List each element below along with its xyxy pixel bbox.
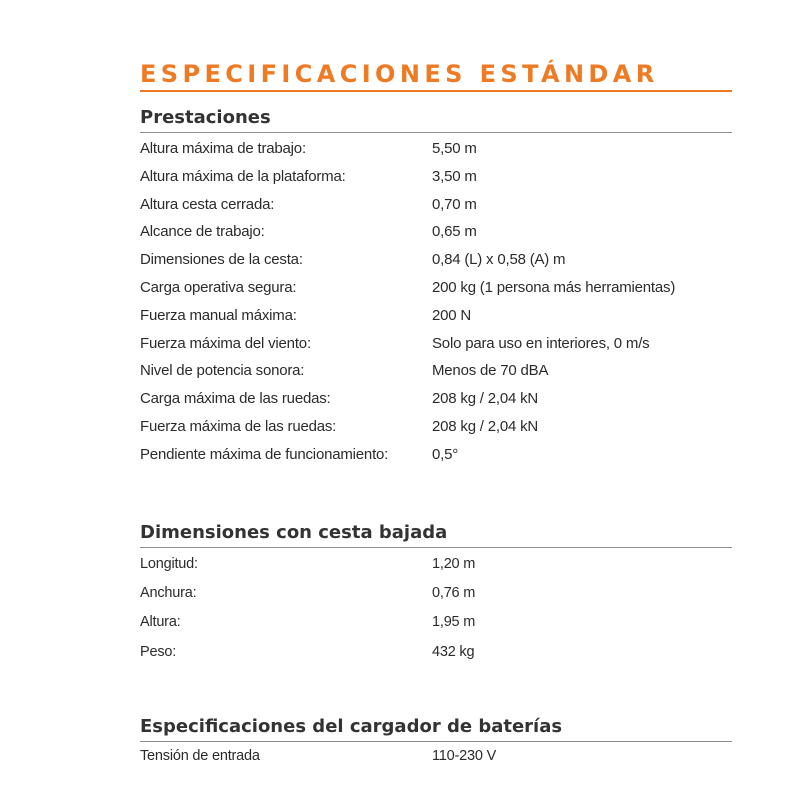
spec-label: Dimensiones de la cesta:	[140, 251, 303, 269]
spec-label: Altura cesta cerrada:	[140, 195, 275, 213]
spec-row	[140, 302, 732, 330]
spec-row	[140, 330, 732, 358]
spec-label: Altura máxima de la plataforma:	[140, 167, 346, 185]
spec-row	[140, 441, 732, 469]
spec-label: Fuerza máxima del viento:	[140, 334, 311, 352]
spec-row	[140, 743, 732, 771]
spec-row	[140, 135, 732, 163]
spec-label: Fuerza máxima de las ruedas:	[140, 417, 337, 435]
spec-list	[140, 135, 732, 469]
spec-row	[140, 385, 732, 413]
spec-row	[140, 413, 732, 441]
spec-value: 1,20 m	[432, 556, 476, 572]
spec-value: Menos de 70 dBA	[432, 362, 549, 380]
spec-value: 0,65 m	[432, 223, 477, 241]
spec-value: 5,50 m	[432, 140, 477, 157]
spec-list	[140, 743, 732, 771]
spec-value: 3,50 m	[432, 167, 477, 185]
section-cargador	[140, 715, 732, 771]
spec-label: Carga máxima de las ruedas:	[140, 390, 331, 408]
spec-row	[140, 274, 732, 302]
spec-label: Altura:	[140, 614, 181, 631]
spec-label: Altura máxima de trabajo:	[140, 140, 306, 157]
spec-row	[140, 191, 732, 219]
spec-row	[140, 218, 732, 246]
spec-value: 1,95 m	[432, 614, 476, 631]
section-dimensiones	[140, 521, 732, 667]
spec-label: Carga operativa segura:	[140, 278, 297, 296]
spec-label: Tensión de entrada	[140, 748, 260, 764]
section-title: Prestaciones	[140, 106, 732, 133]
spec-row	[140, 163, 732, 191]
spec-value: 0,76 m	[432, 585, 476, 602]
spec-row	[140, 579, 732, 608]
spec-row	[140, 550, 732, 579]
spec-value: 0,70 m	[432, 195, 477, 213]
spec-row	[140, 608, 732, 637]
spec-label: Pendiente máxima de funcionamiento:	[140, 445, 389, 463]
spec-label: Anchura:	[140, 585, 197, 602]
spec-label: Peso:	[140, 643, 177, 660]
title-rule	[140, 90, 732, 92]
spec-value: 432 kg	[432, 643, 475, 660]
spec-label: Alcance de trabajo:	[140, 223, 265, 241]
spec-value: 200 N	[432, 306, 472, 324]
spec-row	[140, 638, 732, 667]
spec-label: Nivel de potencia sonora:	[140, 362, 305, 380]
section-prestaciones	[140, 106, 732, 469]
spec-row	[140, 246, 732, 274]
spec-value: 0,5°	[432, 445, 459, 463]
spec-value: Solo para uso en interiores, 0 m/s	[432, 334, 650, 352]
spec-row	[140, 357, 732, 385]
spec-label: Longitud:	[140, 556, 198, 572]
spec-value: 208 kg / 2,04 kN	[432, 390, 539, 408]
spec-value: 0,84 (L) x 0,58 (A) m	[432, 251, 566, 269]
section-title: Dimensiones con cesta bajada	[140, 521, 732, 548]
section-title: Especificaciones del cargador de baterías	[140, 715, 732, 742]
spec-label: Fuerza manual máxima:	[140, 306, 297, 324]
spec-list	[140, 550, 732, 667]
page-title: ESPECIFICACIONES ESTÁNDAR	[140, 60, 659, 88]
spec-value: 208 kg / 2,04 kN	[432, 417, 539, 435]
spec-value: 200 kg (1 persona más herramientas)	[432, 278, 676, 296]
spec-value: 110-230 V	[432, 748, 497, 764]
